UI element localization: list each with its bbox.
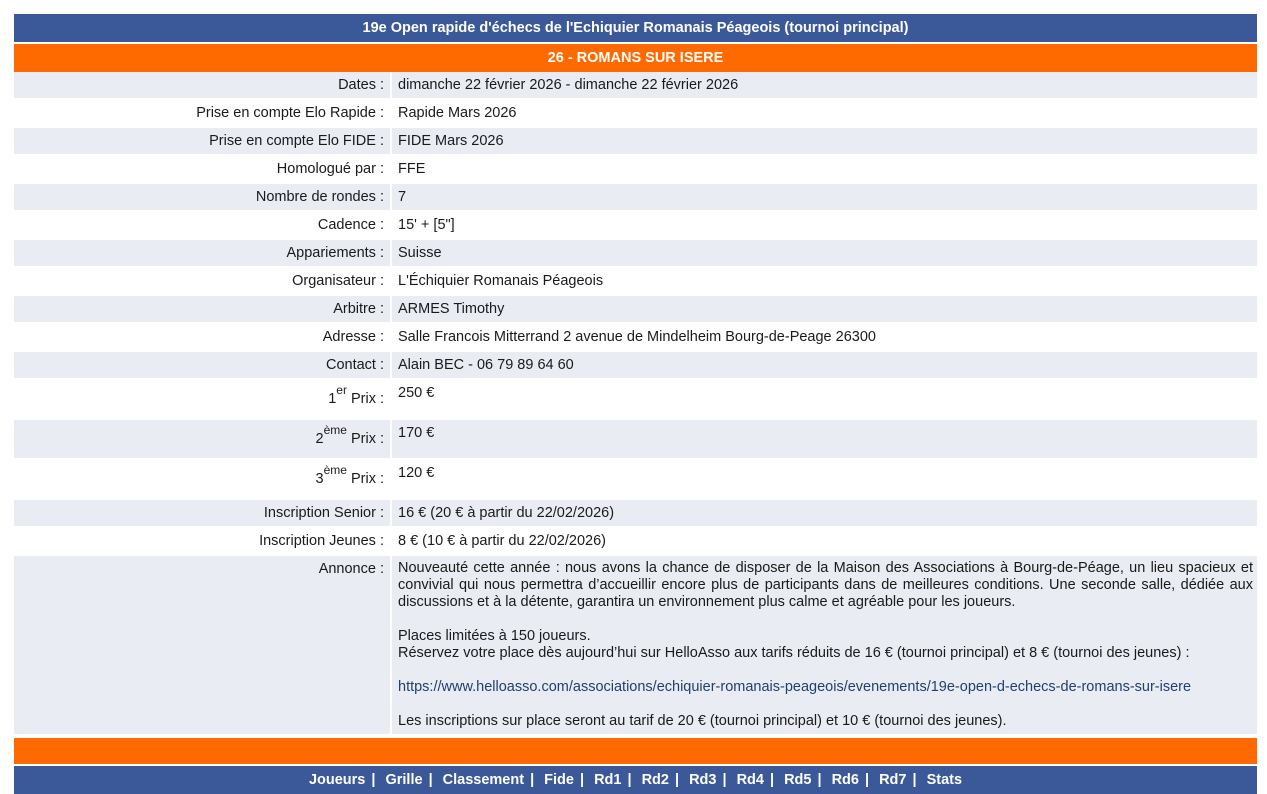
prize-label: 1er Prix : [14, 379, 391, 419]
prize-value: 250 € [391, 379, 1257, 419]
nav-link-rd5[interactable]: Rd5 [784, 772, 812, 788]
info-row-contact [14, 351, 1257, 379]
announcement-paragraph: Nouveauté cette année : nous avons la chance de disposer de la Maison des Associations à Bourg-de-Péage, un lieu spacieux et convivial qui nous permettra d’accueillir encore plus de participants dans de meilleures conditions. Une seconde salle, dédiée aux discussions et à la détente, garantira un environnement plus calme et agréable pour les joueurs. [398, 560, 1253, 610]
helloasso-link[interactable]: https://www.helloasso.com/associations/echiquier-romanais-peageois/evenements/19e-open-d-echecs-de-romans-sur-isere [398, 679, 1192, 695]
info-value: FFE [391, 155, 1257, 183]
info-row-elo-fide [14, 127, 1257, 155]
tournament-nav: Joueurs | Grille | Classement | Fide | Rd1 | Rd2 | Rd3 | Rd4 | Rd5 | Rd6 | Rd7 | Stats [14, 766, 1257, 794]
nav-link-joueurs[interactable]: Joueurs [308, 772, 366, 788]
footer-divider [14, 738, 1257, 764]
info-value: Rapide Mars 2026 [391, 99, 1257, 127]
info-row-address [14, 323, 1257, 351]
info-value: Suisse [391, 239, 1257, 267]
tournament-panel [14, 14, 1257, 794]
info-row-organizer [14, 267, 1257, 295]
announcement-row [14, 555, 1257, 735]
prize-row-1 [14, 379, 1257, 419]
info-value: FIDE Mars 2026 [391, 127, 1257, 155]
info-label: Homologué par : [14, 155, 391, 183]
info-label: Adresse : [14, 323, 391, 351]
nav-link-rd2[interactable]: Rd2 [641, 772, 669, 788]
nav-link-classement[interactable]: Classement [442, 772, 525, 788]
announcement-label: Annonce : [14, 555, 391, 735]
tournament-info-table [14, 72, 1257, 736]
prize-row-3 [14, 459, 1257, 499]
info-row-dates [14, 72, 1257, 99]
info-value: 7 [391, 183, 1257, 211]
nav-link-fide[interactable]: Fide [544, 772, 574, 788]
info-label: Organisateur : [14, 267, 391, 295]
tournament-title: 19e Open rapide d'échecs de l'Echiquier Romanais Péageois (tournoi principal) [14, 14, 1257, 42]
info-value: L'Échiquier Romanais Péageois [391, 267, 1257, 295]
fee-label: Inscription Senior : [14, 499, 391, 527]
info-row-rounds [14, 183, 1257, 211]
info-row-elo-rapide [14, 99, 1257, 127]
fee-value: 16 € (20 € à partir du 22/02/2026) [391, 499, 1257, 527]
info-value: 15' + [5"] [391, 211, 1257, 239]
info-label: Nombre de rondes : [14, 183, 391, 211]
info-row-arbiter [14, 295, 1257, 323]
fee-label: Inscription Jeunes : [14, 527, 391, 555]
nav-link-grille[interactable]: Grille [385, 772, 423, 788]
tournament-location: 26 - ROMANS SUR ISERE [14, 44, 1257, 72]
info-row-pairing [14, 239, 1257, 267]
fee-value: 8 € (10 € à partir du 22/02/2026) [391, 527, 1257, 555]
prize-value: 170 € [391, 419, 1257, 459]
fee-row-senior [14, 499, 1257, 527]
prize-label: 2ème Prix : [14, 419, 391, 459]
info-label: Contact : [14, 351, 391, 379]
info-value: Salle Francois Mitterrand 2 avenue de Mindelheim Bourg-de-Peage 26300 [391, 323, 1257, 351]
info-label: Prise en compte Elo Rapide : [14, 99, 391, 127]
info-label: Cadence : [14, 211, 391, 239]
nav-link-rd7[interactable]: Rd7 [879, 772, 907, 788]
info-row-homologation [14, 155, 1257, 183]
info-label: Appariements : [14, 239, 391, 267]
info-value: dimanche 22 février 2026 - dimanche 22 février 2026 [391, 72, 1257, 99]
info-value: Alain BEC - 06 79 89 64 60 [391, 351, 1257, 379]
info-value: ARMES Timothy [391, 295, 1257, 323]
info-label: Prise en compte Elo FIDE : [14, 127, 391, 155]
prize-value: 120 € [391, 459, 1257, 499]
nav-link-stats[interactable]: Stats [926, 772, 963, 788]
nav-link-rd4[interactable]: Rd4 [736, 772, 764, 788]
nav-link-rd6[interactable]: Rd6 [831, 772, 859, 788]
prize-row-2 [14, 419, 1257, 459]
info-row-time-control [14, 211, 1257, 239]
info-label: Dates : [14, 72, 391, 99]
nav-link-rd1[interactable]: Rd1 [594, 772, 622, 788]
announcement-paragraph: Réservez votre place dès aujourd’hui sur HelloAsso aux tarifs réduits de 16 € (tournoi principal) et 8 € (tournoi des jeunes) : [398, 645, 1190, 661]
announcement-paragraph: Les inscriptions sur place seront au tarif de 20 € (tournoi principal) et 10 € (tournoi des jeunes). [398, 713, 1007, 729]
announcement-text [391, 555, 1257, 735]
nav-link-rd3[interactable]: Rd3 [689, 772, 717, 788]
fee-row-youth [14, 527, 1257, 555]
prize-label: 3ème Prix : [14, 459, 391, 499]
info-label: Arbitre : [14, 295, 391, 323]
announcement-paragraph: Places limitées à 150 joueurs. [398, 628, 591, 644]
